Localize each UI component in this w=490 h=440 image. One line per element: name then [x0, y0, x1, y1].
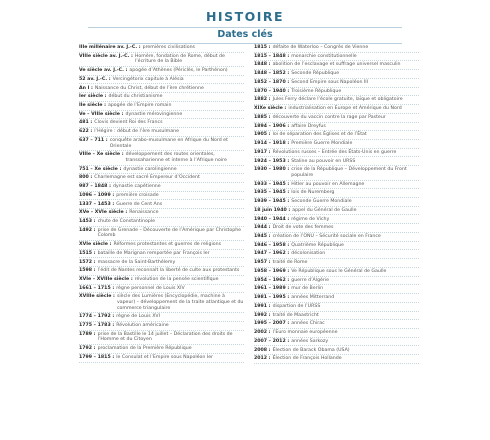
entry-date: 1991 :: [254, 303, 271, 309]
entry-divider: [254, 122, 419, 123]
entry-date: 1958 – 1969 :: [254, 268, 290, 274]
entry-divider: [79, 165, 244, 166]
entry-date: 1914 – 1918 :: [254, 141, 290, 147]
entry-divider: [254, 87, 419, 88]
entry-event: l’édit de Nantes reconnaît la liberté de culte aux protestants: [97, 268, 240, 274]
entry-divider: [79, 257, 244, 258]
entry-event: régime de Vichy: [291, 216, 330, 222]
entry-divider: [79, 226, 244, 227]
entry-event: développement des routes orientales, transsaharienne et interne à l’Afrique noire: [125, 152, 227, 163]
timeline-entry: [79, 103, 244, 109]
timeline-entry: [79, 184, 244, 190]
timeline-entry: [79, 228, 244, 239]
entry-divider: [254, 311, 419, 312]
timeline-entry: [79, 314, 244, 320]
entry-divider: [79, 101, 244, 102]
entry-date: 1894 – 1906 :: [254, 123, 290, 129]
entry-event: années Chirac: [291, 321, 325, 327]
entry-event: proclamation de la Première République: [97, 346, 192, 352]
entry-date: XVe – XVIe siècle :: [79, 210, 128, 216]
timeline-entry: [79, 138, 244, 149]
entry-divider: [254, 258, 419, 259]
entry-event: Renaissance: [129, 210, 159, 216]
entry-divider: [254, 276, 419, 277]
entry-event: Élection de Barack Obama (USA): [272, 347, 350, 353]
entry-divider: [254, 267, 419, 268]
entry-divider: [254, 214, 419, 215]
entry-date: 2007 – 2012 :: [254, 338, 290, 344]
entry-divider: [254, 139, 419, 140]
entry-event: massacre de la Saint-Barthélemy: [97, 259, 176, 265]
entry-event: Seconde Guerre Mondiale: [291, 199, 352, 205]
entry-event: révolution de la pensée scientifique: [134, 277, 219, 282]
timeline-entry: [79, 94, 244, 100]
entry-date: 1515 :: [79, 250, 96, 256]
entry-divider: [79, 217, 244, 218]
timeline-entry: [254, 80, 419, 86]
entry-event: dispartion de l’URSS: [272, 303, 321, 309]
entry-event: Quatrième République: [291, 242, 344, 248]
entry-event: règne de Louis XVI: [116, 314, 160, 320]
entry-event: apogée de l’Empire romain: [107, 103, 172, 108]
timeline-entry: [79, 277, 244, 283]
entry-date: 622 :: [79, 129, 93, 135]
entry-event: Vercingétorix capitule à Alésia: [112, 76, 184, 82]
timeline-entry: [254, 89, 419, 95]
page-title: HISTOIRE: [205, 9, 285, 24]
timeline-entry: [254, 141, 419, 147]
entry-date: 1933 – 1945 :: [254, 181, 290, 187]
entry-event: affaire Dreyfus: [291, 123, 326, 129]
timeline-entry: [79, 268, 244, 274]
entry-divider: [254, 328, 419, 329]
entry-divider: [254, 293, 419, 294]
entry-event: monarchie constitutionnelle: [291, 53, 357, 59]
entry-date: 1957 :: [254, 260, 271, 266]
timeline-entry: [79, 175, 244, 181]
entry-date: 1946 – 1958 :: [254, 242, 290, 248]
timeline-entry: [254, 217, 419, 223]
entry-event: Seconde République: [291, 71, 340, 77]
entry-divider: [79, 110, 244, 111]
entry-date: VIIIe siècle av. J.-C. :: [79, 53, 133, 59]
entry-event: l’Hégire : début de l’ère musulmane: [94, 129, 179, 135]
entry-event: chute de Constantinople: [97, 219, 156, 224]
timeline-entry: [79, 294, 244, 311]
timeline-entry: [79, 210, 244, 216]
timeline-entry: [79, 219, 244, 225]
entry-divider: [254, 302, 419, 303]
entry-divider: [79, 127, 244, 128]
entry-divider: [79, 353, 244, 354]
entry-event: crise de la République – Développement du Front populaire: [291, 167, 407, 178]
timeline-entry: [79, 129, 244, 135]
entry-date: 481 :: [79, 120, 93, 126]
entry-divider: [79, 83, 244, 84]
timeline-entry: [79, 77, 244, 83]
entry-date: 1848 – 1852 :: [254, 71, 290, 77]
timeline-entry: [254, 190, 419, 196]
entry-date: 1940 – 1944 :: [254, 216, 290, 222]
timeline-entry: [254, 199, 419, 205]
timeline-entry: [254, 330, 419, 336]
entry-date: 1453 :: [79, 219, 96, 224]
entry-date: 1954 – 1962 :: [254, 277, 290, 283]
entry-event: bataille de Marignan remportée par François Ier: [97, 250, 210, 256]
right-column: [254, 45, 419, 365]
entry-divider: [254, 345, 419, 346]
timeline-entry: [254, 348, 419, 354]
entry-divider: [79, 240, 244, 241]
entry-date: 1661 – 1715 :: [79, 285, 115, 291]
entry-event: prise de Grenade – Découverte de l’Amérique par Christophe Colomb: [97, 227, 242, 239]
entry-date: 1848 :: [254, 62, 271, 68]
entry-event: lois de Nuremberg: [291, 190, 335, 196]
entry-date: 1947 – 1962 :: [254, 251, 290, 257]
timeline-entry: [254, 260, 419, 266]
entry-date: 1905 :: [254, 132, 271, 138]
subtitle-band: [88, 27, 402, 44]
entry-date: 1792 :: [79, 346, 96, 352]
entry-date: VIIIe – Xe siècle :: [79, 152, 124, 158]
entry-divider: [79, 191, 244, 192]
entry-divider: [254, 78, 419, 79]
entry-date: 2002 :: [254, 330, 271, 336]
entry-date: XVIe siècle :: [79, 242, 112, 248]
entry-date: Ier siècle :: [79, 94, 107, 100]
entry-divider: [254, 156, 419, 157]
entry-event: siècle des Lumières (Encyclopédie, machine à vapeur) – développement de la traite atlantique et du commerce triangulaire: [116, 294, 244, 311]
entry-date: 1930 – 1980 :: [254, 167, 290, 173]
entry-event: Staline au pouvoir en URSS: [291, 158, 356, 164]
timeline-entry: [79, 68, 244, 74]
entry-divider: [79, 199, 244, 200]
entry-divider: [79, 136, 244, 137]
entry-date: 1945 :: [254, 234, 271, 240]
entry-event: dynastie capétienne: [112, 184, 161, 190]
entry-date: 751 – Xe siècle :: [79, 166, 122, 172]
entry-event: décolonisation: [291, 251, 326, 257]
entry-event: Troisième République: [291, 88, 342, 94]
entry-date: 1096 – 1099 :: [79, 192, 115, 198]
entry-divider: [79, 249, 244, 250]
entry-divider: [79, 75, 244, 76]
entry-date: 637 – 711 :: [79, 137, 108, 143]
entry-event: le Consulat et l’Empire sous Napoléon Ier: [116, 354, 214, 360]
entry-event: Première Guerre Mondiale: [291, 141, 353, 147]
timeline-entry: [254, 286, 419, 292]
entry-date: 1775 – 1783 :: [79, 323, 115, 329]
entry-event: industrialisation en Europe et Amérique du Nord: [288, 106, 402, 112]
entry-event: Ve République sous le Général de Gaulle: [291, 268, 387, 274]
entry-date: 1992 :: [254, 312, 271, 318]
entry-date: An I :: [79, 85, 93, 91]
entry-event: apogée d’Athènes (Périclès, le Parthénon): [129, 68, 228, 74]
entry-date: 1852 – 1870 :: [254, 79, 290, 85]
entry-date: IIIe millénaire av. J.-C. :: [79, 45, 141, 50]
timeline-entry: [254, 243, 419, 249]
entry-date: 1598 :: [79, 268, 96, 274]
entry-event: dynastie carolingienne: [123, 166, 177, 172]
entry-date: 1572 :: [79, 259, 96, 265]
timeline-entry: [254, 124, 419, 130]
timeline-entry: [254, 106, 419, 112]
entry-date: IIe siècle :: [79, 103, 106, 108]
timeline-entry: [254, 159, 419, 165]
timeline-entry: [79, 286, 244, 292]
timeline-entry: [254, 234, 419, 240]
entry-event: Charlemagne est sacré Empereur d’Occident: [94, 175, 200, 181]
entry-event: conquête arabo-musulmane en Afrique du Nord et Orientale: [109, 137, 228, 149]
entry-event: Homère, fondation de Rome, début de l’écriture de la Bible: [134, 53, 225, 65]
entry-divider: [79, 362, 244, 363]
timeline-entry: [79, 251, 244, 257]
entry-date: Ve siècle av. J.-C. :: [79, 68, 128, 74]
entry-event: traité de Rome: [272, 260, 308, 266]
timeline-entry: [254, 225, 419, 231]
entry-event: Hitler au pouvoir en Allemagne: [291, 181, 365, 187]
entry-divider: [254, 52, 419, 53]
entry-divider: [79, 275, 244, 276]
timeline-entry: [79, 193, 244, 199]
timeline-entry: [79, 112, 244, 118]
entry-date: 1774 – 1792 :: [79, 314, 115, 320]
entry-event: Guerre de Cent Ans: [116, 201, 163, 207]
timeline-entry: [79, 54, 244, 65]
entry-event: Droit de vote des femmes: [272, 225, 334, 231]
entry-divider: [254, 206, 419, 207]
timeline-entry: [79, 120, 244, 126]
entry-date: 1870 – 1940 :: [254, 88, 290, 94]
entry-date: Ve – VIIIe siècle :: [79, 111, 124, 117]
timeline-entry: [254, 251, 419, 257]
entry-date: 1815 – 1848 :: [254, 53, 290, 59]
timeline-entry: [79, 167, 244, 173]
entry-divider: [254, 197, 419, 198]
timeline-entry: [254, 71, 419, 77]
entry-divider: [79, 330, 244, 331]
entry-date: 52 av. J.-C. :: [79, 76, 111, 82]
entry-event: prise de la Bastille le 14 juillet – Déclaration des droits de l’Homme et du Citoyen: [97, 331, 233, 343]
entry-date: 1981 – 1995 :: [254, 295, 290, 301]
timeline-entry: [79, 260, 244, 266]
timeline-entry: [79, 202, 244, 208]
timeline-entry: [254, 321, 419, 327]
entry-event: règne personnel de Louis XIV: [116, 285, 185, 291]
timeline-entry: [254, 62, 419, 68]
entry-date: XVIIIe siècle :: [79, 294, 115, 300]
entry-date: XVIe – XVIIIe siècle :: [79, 277, 133, 282]
entry-date: 1944 :: [254, 225, 271, 231]
left-column: [79, 45, 244, 364]
entry-divider: [254, 69, 419, 70]
entry-event: abolition de l’esclavage et suffrage universel masculin: [272, 62, 401, 68]
entry-event: première croisade: [116, 192, 159, 198]
timeline-entry: [254, 295, 419, 301]
entry-event: appel du Général de Gaulle: [292, 207, 357, 213]
entry-divider: [254, 113, 419, 114]
entry-date: 18 juin 1940 :: [254, 207, 291, 213]
timeline-entry: [254, 97, 419, 103]
entry-event: Révolution américaine: [116, 323, 169, 329]
entry-date: 1917 :: [254, 149, 271, 155]
timeline-entry: [254, 115, 419, 121]
entry-divider: [79, 321, 244, 322]
entry-event: Réformes protestantes et guerres de religions: [113, 242, 222, 248]
entry-date: 1799 – 1815 :: [79, 354, 115, 360]
entry-date: 1815 :: [254, 45, 271, 50]
entry-event: mur de Berlin: [291, 286, 324, 292]
entry-event: guerre d’Algérie: [291, 277, 330, 283]
entry-event: premières civilisations: [142, 45, 195, 50]
entry-event: Clovis devient Roi des Francs: [94, 120, 163, 126]
timeline-entry: [79, 332, 244, 343]
entry-divider: [79, 52, 244, 53]
entry-date: 987 – 1848 :: [79, 184, 111, 190]
entry-divider: [79, 182, 244, 183]
entry-date: XIXe siècle :: [254, 106, 287, 112]
entry-date: 1961 – 1989 :: [254, 286, 290, 292]
entry-event: découverte du vaccin contre la rage par Pasteur: [272, 114, 386, 120]
entry-date: 1789 :: [79, 331, 96, 337]
entry-divider: [254, 363, 419, 364]
entry-event: années Sarkozy: [291, 338, 329, 344]
entry-divider: [254, 180, 419, 181]
entry-date: 1924 – 1953 :: [254, 158, 290, 164]
timeline-entry: [79, 323, 244, 329]
timeline-entry: [79, 242, 244, 248]
entry-divider: [79, 66, 244, 67]
entry-divider: [254, 337, 419, 338]
entry-date: 1939 – 1945 :: [254, 199, 290, 205]
entry-event: années Mitterrand: [291, 295, 335, 301]
entry-divider: [79, 344, 244, 345]
entry-event: défaite de Waterloo – Congrès de Vienne: [272, 45, 369, 50]
entry-date: 1337 – 1453 :: [79, 201, 115, 207]
timeline-entry: [254, 208, 419, 214]
entry-date: 1935 – 1945 :: [254, 190, 290, 196]
entry-divider: [254, 232, 419, 233]
timeline-entry: [79, 346, 244, 352]
entry-divider: [254, 104, 419, 105]
entry-event: Naissance du Christ, début de l’ère chrétienne: [94, 85, 204, 91]
entry-event: dynastie mérovingienne: [125, 111, 183, 117]
timeline-entry: [79, 152, 244, 163]
entry-event: création de l’ONU – Sécurité sociale en France: [272, 234, 381, 240]
entry-event: loi de séparation des Églises et de l’État: [272, 132, 367, 138]
timeline-entry: [254, 356, 419, 362]
timeline-entry: [254, 182, 419, 188]
timeline-entry: [254, 45, 419, 51]
entry-date: 1882 :: [254, 97, 271, 103]
timeline-entry: [254, 304, 419, 310]
timeline-entry: [79, 355, 244, 361]
entry-date: 2008 :: [254, 347, 271, 353]
timeline-entry: [254, 132, 419, 138]
timeline-entry: [254, 278, 419, 284]
entry-date: 2012 :: [254, 356, 271, 362]
timeline-entry: [254, 54, 419, 60]
timeline-entry: [254, 339, 419, 345]
entry-date: 1995 – 2007 :: [254, 321, 290, 327]
timeline-entry: [254, 313, 419, 319]
entry-event: Révolutions russes – Entrée des États-Unis en guerre: [272, 149, 397, 155]
entry-event: début du christianisme: [108, 94, 163, 100]
page-subtitle: Dates clés: [217, 29, 273, 40]
entry-date: 1492 :: [79, 227, 96, 233]
entry-event: Élection de François Hollande: [272, 356, 342, 362]
entry-event: l’Euro monnaie européenne: [272, 330, 338, 336]
entry-date: 1885 :: [254, 114, 271, 120]
entry-event: traité de Maastricht: [272, 312, 319, 318]
timeline-entry: [254, 269, 419, 275]
entry-divider: [79, 284, 244, 285]
entry-divider: [254, 148, 419, 149]
entry-divider: [254, 241, 419, 242]
entry-event: Jules Ferry déclare l’école gratuite, laïque et obligatoire: [272, 97, 403, 103]
timeline-entry: [79, 45, 244, 51]
entry-event: Second Empire sous Napoléon III: [291, 79, 369, 85]
timeline-entry: [254, 150, 419, 156]
entry-date: 800 :: [79, 175, 93, 181]
timeline-entry: [254, 167, 419, 178]
timeline-entry: [79, 86, 244, 92]
